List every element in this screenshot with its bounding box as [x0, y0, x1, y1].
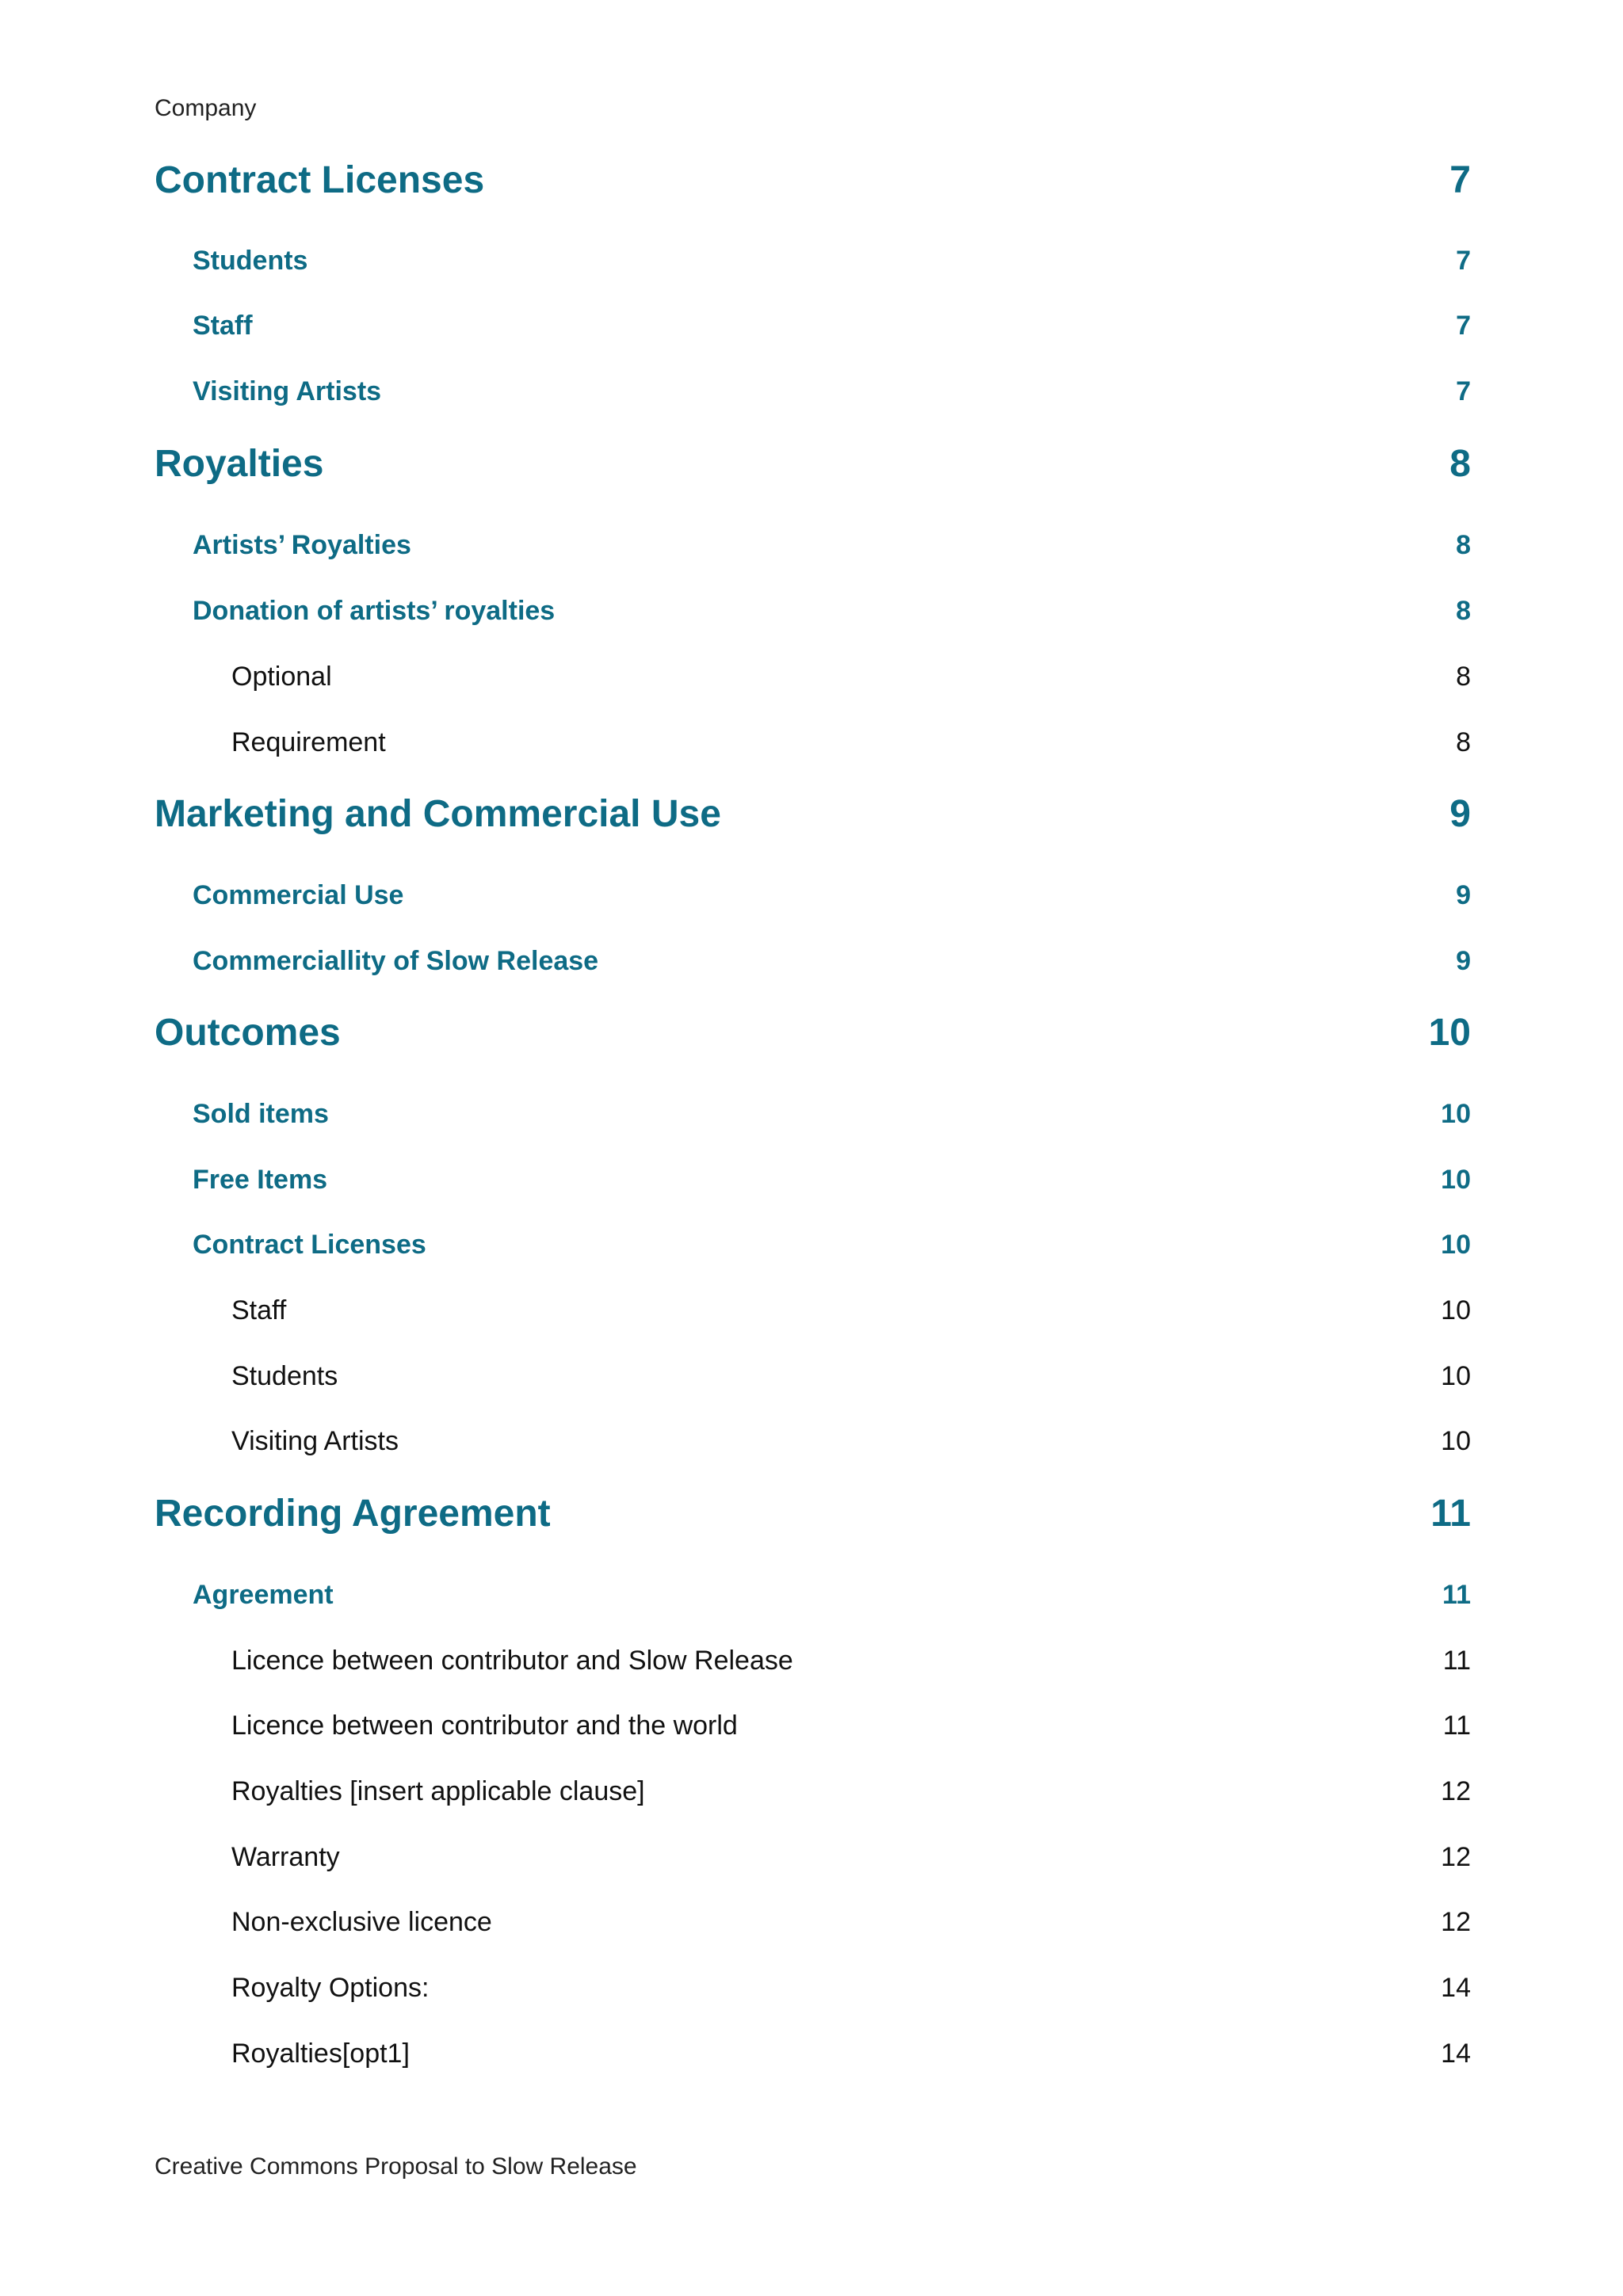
- page-header: Company: [155, 95, 257, 121]
- toc-entry-level-2[interactable]: [0, 246, 1623, 293]
- toc-entry-level-1[interactable]: [0, 792, 1623, 840]
- toc-entry-level-3[interactable]: [0, 1842, 1623, 1890]
- toc-entry-page-number: 7: [1456, 376, 1471, 406]
- toc-entry-title[interactable]: Donation of artists’ royalties: [193, 596, 556, 626]
- toc-entry-page-number: 7: [1456, 311, 1471, 341]
- toc-entry-page-number: 11: [1442, 1580, 1471, 1610]
- toc-entry-title[interactable]: Free Items: [193, 1165, 328, 1195]
- toc-entry-title[interactable]: Commerciallity of Slow Release: [193, 946, 599, 976]
- toc-entry-page-number: 7: [1449, 159, 1471, 201]
- toc-entry-level-2[interactable]: [0, 1099, 1623, 1146]
- toc-entry-level-1[interactable]: [0, 1492, 1623, 1539]
- toc-entry-level-3[interactable]: [0, 2039, 1623, 2086]
- toc-entry-page-number: 11: [1442, 1711, 1471, 1741]
- toc-entry-level-1[interactable]: [0, 1011, 1623, 1058]
- toc-entry-title[interactable]: Agreement: [193, 1580, 334, 1610]
- toc-entry-page-number: 12: [1441, 1776, 1471, 1806]
- toc-entry-page-number: 7: [1456, 246, 1471, 276]
- toc-entry-level-3[interactable]: [0, 1907, 1623, 1955]
- toc-entry-page-number: 10: [1441, 1426, 1471, 1456]
- toc-entry-page-number: 12: [1441, 1907, 1471, 1937]
- toc-entry-page-number: 10: [1441, 1230, 1471, 1260]
- toc-entry-level-1[interactable]: [0, 442, 1623, 490]
- toc-entry-title[interactable]: Staff: [193, 311, 253, 341]
- toc-entry-page-number: 11: [1442, 1646, 1471, 1676]
- toc-entry-page-number: 9: [1456, 880, 1471, 910]
- toc-entry-title[interactable]: Licence between contributor and Slow Release: [231, 1646, 793, 1676]
- toc-entry-page-number: 12: [1441, 1842, 1471, 1872]
- toc-entry-level-3[interactable]: [0, 1426, 1623, 1474]
- toc-entry-title[interactable]: Students: [193, 246, 308, 276]
- toc-entry-level-3[interactable]: [0, 1776, 1623, 1824]
- toc-entry-title[interactable]: Royalties [insert applicable clause]: [231, 1776, 645, 1806]
- toc-entry-level-3[interactable]: [0, 1361, 1623, 1409]
- toc-entry-title[interactable]: Non-exclusive licence: [231, 1907, 492, 1937]
- toc-entry-title[interactable]: Marketing and Commercial Use: [155, 793, 721, 835]
- toc-entry-level-2[interactable]: [0, 1580, 1623, 1627]
- toc-entry-page-number: 9: [1456, 946, 1471, 976]
- toc-entry-level-2[interactable]: [0, 946, 1623, 994]
- toc-entry-level-2[interactable]: [0, 311, 1623, 358]
- toc-entry-page-number: 8: [1456, 596, 1471, 626]
- toc-entry-level-3[interactable]: [0, 1646, 1623, 1693]
- toc-entry-page-number: 10: [1428, 1012, 1471, 1054]
- toc-entry-level-2[interactable]: [0, 880, 1623, 928]
- toc-entry-title[interactable]: Requirement: [231, 727, 386, 757]
- toc-entry-title[interactable]: Licence between contributor and the world: [231, 1711, 738, 1741]
- toc-entry-title[interactable]: Contract Licenses: [155, 159, 485, 201]
- toc-entry-title[interactable]: Contract Licenses: [193, 1230, 426, 1260]
- toc-entry-level-3[interactable]: [0, 1711, 1623, 1758]
- toc-entry-title[interactable]: Recording Agreement: [155, 1493, 551, 1535]
- toc-entry-title[interactable]: Royalties[opt1]: [231, 2039, 410, 2069]
- toc-entry-level-2[interactable]: [0, 1230, 1623, 1277]
- toc-entry-page-number: 11: [1430, 1493, 1471, 1535]
- toc-entry-page-number: 9: [1449, 793, 1471, 835]
- toc-entry-page-number: 10: [1441, 1099, 1471, 1129]
- toc-entry-level-2[interactable]: [0, 530, 1623, 578]
- toc-entry-level-2[interactable]: [0, 1165, 1623, 1212]
- toc-entry-level-2[interactable]: [0, 596, 1623, 643]
- toc-entry-level-3[interactable]: [0, 1295, 1623, 1343]
- toc-entry-title[interactable]: Royalty Options:: [231, 1973, 430, 2003]
- toc-entry-title[interactable]: Sold items: [193, 1099, 329, 1129]
- page-footer: Creative Commons Proposal to Slow Release: [155, 2153, 637, 2180]
- toc-entry-page-number: 14: [1441, 2039, 1471, 2069]
- toc-entry-page-number: 8: [1456, 662, 1471, 692]
- toc-entry-title[interactable]: Warranty: [231, 1842, 340, 1872]
- toc-entry-page-number: 10: [1441, 1361, 1471, 1391]
- toc-entry-level-2[interactable]: [0, 376, 1623, 424]
- toc-entry-page-number: 8: [1456, 530, 1471, 560]
- toc-entry-title[interactable]: Visiting Artists: [193, 376, 382, 406]
- toc-entry-title[interactable]: Staff: [231, 1295, 287, 1325]
- toc-entry-level-1[interactable]: [0, 158, 1623, 206]
- toc-entry-title[interactable]: Artists’ Royalties: [193, 530, 411, 560]
- toc-entry-page-number: 14: [1441, 1973, 1471, 2003]
- toc-entry-page-number: 8: [1456, 727, 1471, 757]
- toc-entry-level-3[interactable]: [0, 727, 1623, 775]
- toc-entry-title[interactable]: Outcomes: [155, 1012, 341, 1054]
- toc-entry-title[interactable]: Visiting Artists: [231, 1426, 399, 1456]
- toc-entry-level-3[interactable]: [0, 662, 1623, 709]
- toc-entry-title[interactable]: Commercial Use: [193, 880, 404, 910]
- toc-entry-title[interactable]: Students: [231, 1361, 338, 1391]
- toc-entry-page-number: 8: [1449, 443, 1471, 485]
- toc-entry-page-number: 10: [1441, 1295, 1471, 1325]
- toc-entry-title[interactable]: Royalties: [155, 443, 324, 485]
- toc-entry-title[interactable]: Optional: [231, 662, 332, 692]
- toc-entry-page-number: 10: [1441, 1165, 1471, 1195]
- toc-entry-level-3[interactable]: [0, 1973, 1623, 2020]
